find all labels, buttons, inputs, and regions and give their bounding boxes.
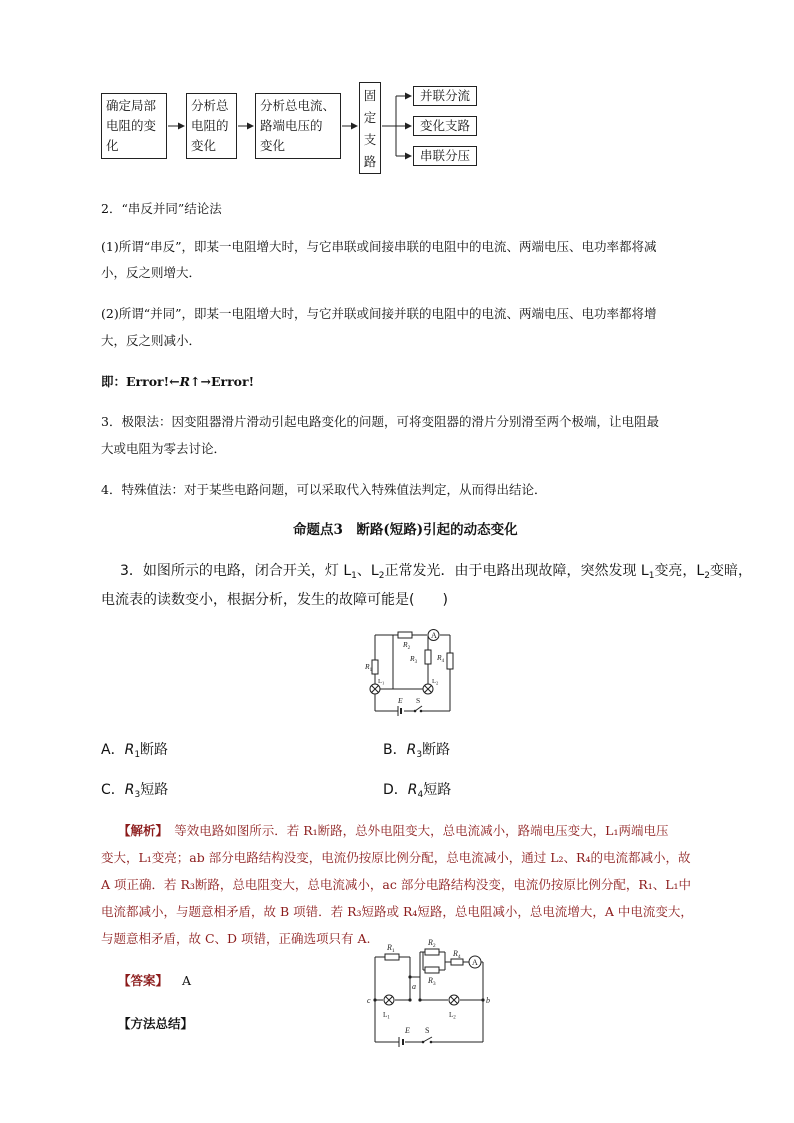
- battery-icon: [398, 706, 401, 716]
- flow-box-text: 定: [363, 110, 377, 125]
- question-text: 变亮，L: [654, 563, 705, 579]
- svg-text:L2: [432, 678, 438, 686]
- formula-error-1: Error!: [126, 374, 170, 389]
- label-l: L: [383, 1011, 388, 1019]
- label-n: 1: [381, 680, 385, 686]
- label-r: R: [428, 938, 433, 947]
- option-text: 断路: [140, 742, 169, 758]
- question-text: 、L: [356, 563, 379, 579]
- formula-arrow-right: ↑→: [190, 374, 211, 389]
- svg-text:L1: [383, 1011, 390, 1021]
- method4: 4．特殊值法：对于某些电路问题，可以采取代入特殊值法判定，从而得出结论．: [101, 482, 547, 497]
- resistor-r1: [369, 660, 378, 674]
- resistor-r4: [447, 653, 453, 669]
- label-n: 3: [414, 660, 418, 665]
- option-sub: 1: [134, 750, 141, 760]
- label-r: R: [428, 976, 433, 985]
- label-c: c: [367, 996, 371, 1005]
- label-n: 4: [457, 954, 461, 960]
- option-var: R: [406, 742, 417, 758]
- label-e: E: [398, 696, 403, 705]
- svg-text:R4: [452, 949, 461, 960]
- analysis-line2: 变大，L₁变亮；ab 部分电路结构没变，电流仍按原比例分配，总电流减小，通过 L₂、R₄的电流都减小，故: [101, 850, 691, 865]
- label-l: L: [432, 678, 436, 685]
- lamp-l2-icon: [449, 995, 459, 1005]
- ammeter-label: A: [431, 631, 437, 640]
- label-l: L: [449, 1011, 454, 1019]
- option-var: R: [407, 782, 418, 798]
- svg-text:R1: [386, 943, 395, 954]
- flow-box-text: 变化: [260, 138, 286, 153]
- ammeter-label: A: [472, 958, 478, 967]
- question-subscript: 2: [704, 571, 710, 581]
- label-s: S: [416, 696, 421, 705]
- label-n: 2: [432, 943, 436, 949]
- label-e: E: [405, 1026, 410, 1035]
- option-b[interactable]: [383, 741, 450, 764]
- label-b: b: [486, 996, 490, 1005]
- question-text: 变暗，: [709, 563, 752, 579]
- label-l: L: [378, 678, 382, 685]
- formula-error-2: Error!: [210, 374, 255, 389]
- option-text: 短路: [423, 782, 452, 798]
- analysis-line5: 与题意相矛盾，故 C、D 项错，正确选项只有 A.: [101, 931, 371, 946]
- svg-text:L2: [449, 1011, 456, 1021]
- lamp-l1-icon: [384, 995, 394, 1005]
- battery-icon: [399, 1037, 403, 1047]
- method3-b: 大或电阻为零去讨论．: [101, 441, 227, 456]
- resistor-r2: [398, 632, 412, 638]
- analysis-line4: 电流都减小，与题意相矛盾，故 B 项错．若 R₃短路或 R₄短路，总电阻减小，总电流增大，A 中电流变大，: [101, 904, 693, 919]
- option-var: R: [124, 782, 135, 798]
- node-a: [408, 975, 411, 978]
- node-junction: [408, 998, 411, 1001]
- method-summary-heading: 【方法总结】: [118, 1016, 194, 1031]
- svg-text:R3: [409, 654, 418, 665]
- flow-box-text: 路: [363, 154, 377, 169]
- lamp-l2-icon: [423, 684, 433, 694]
- option-label: B．: [383, 742, 407, 758]
- label-n: 1: [391, 948, 395, 954]
- resistor-r3: [425, 650, 431, 664]
- lamp-l1-icon: [370, 684, 380, 694]
- switch-icon: [414, 706, 423, 712]
- flow-box-text: 分析总电流、: [260, 98, 336, 113]
- option-sub: 3: [416, 750, 423, 760]
- question-subscript: 1: [351, 571, 357, 581]
- label-a: a: [412, 982, 416, 991]
- label-r: R: [437, 653, 442, 662]
- flow-box-text: 化: [106, 138, 119, 153]
- flow-box-text: 确定局部: [106, 98, 157, 113]
- answer-tag: 【答案】: [118, 973, 169, 988]
- method2-heading: 2．“串反并同”结论法: [101, 201, 222, 216]
- flow-box-text: 支: [363, 132, 377, 147]
- option-text: 断路: [422, 742, 451, 758]
- option-d[interactable]: [383, 781, 451, 804]
- option-sub: 3: [134, 790, 141, 800]
- answer: [118, 972, 191, 990]
- flow-box-text: 电阻的: [191, 118, 229, 133]
- option-a[interactable]: [101, 741, 168, 764]
- question-line1: [120, 562, 752, 585]
- svg-text:R4: [436, 653, 445, 664]
- label-n: 2: [453, 1015, 456, 1021]
- method2-p2b: 大，反之则减小．: [101, 333, 202, 348]
- method2-p1a: (1)所谓“串反”，即某一电阻增大时，与它串联或间接串联的电阻中的电流、两端电压、电功率都将减: [101, 239, 657, 254]
- question-line2: 电流表的读数变小，根据分析，发生的故障可能是( ): [101, 592, 448, 608]
- svg-text:L1: [378, 678, 384, 686]
- method2-p2a: (2)所谓“并同”，即某一电阻增大时，与它并联或间接并联的电阻中的电流、两端电压、电功率都将增: [101, 306, 657, 321]
- option-sub: 4: [417, 790, 424, 800]
- svg-text:R2: [402, 640, 411, 651]
- label-s: S: [425, 1026, 430, 1035]
- label-n: 2: [435, 680, 439, 686]
- question-text: 正常发光．由于电路出现故障，突然发现 L: [384, 563, 649, 579]
- formula-variable: R: [179, 374, 190, 389]
- flow-box-text: 变化: [191, 138, 217, 153]
- label-r: R: [365, 662, 370, 671]
- flow-box-text: 电阻的变: [106, 118, 157, 133]
- flow-box-text: 固: [363, 88, 377, 103]
- question-subscript: 1: [648, 571, 655, 581]
- method2-p1b: 小，反之则增大．: [101, 265, 202, 280]
- label-n: 2: [407, 646, 411, 651]
- method2-formula: [101, 373, 254, 391]
- label-n: 3: [432, 981, 436, 987]
- resistor-r3: [425, 967, 439, 973]
- analysis-tag: 【解析】: [118, 823, 162, 838]
- option-var: R: [124, 742, 135, 758]
- resistor-r2: [425, 949, 439, 955]
- svg-text:R2: [427, 938, 436, 949]
- answer-value: A: [182, 973, 192, 988]
- flow-box-text: 分析总: [191, 98, 229, 113]
- label-n: 1: [387, 1015, 390, 1021]
- option-c[interactable]: [101, 781, 168, 804]
- label-n: 4: [441, 659, 445, 664]
- option-text: 短路: [140, 782, 169, 798]
- switch-icon: [422, 1037, 433, 1043]
- flow-arrows: [0, 0, 794, 200]
- svg-text:R1: [364, 662, 373, 673]
- analysis-line3: A 项正确．若 R₃断路，总电阻变大，总电流减小，ac 部分电路结构没变，电流仍按原比例分配，R₁、L₁中: [101, 877, 692, 892]
- question-text: 3．如图所示的电路，闭合开关，灯 L: [120, 563, 352, 579]
- node-junction: [418, 998, 421, 1001]
- option-label: A．: [101, 742, 125, 758]
- circuit-diagram-1: [360, 625, 470, 720]
- flow-box-text: 路端电压的: [260, 118, 323, 133]
- node-c: [373, 998, 376, 1001]
- flow-output-variable: 变化支路: [413, 116, 477, 136]
- section-title: 命题点3 断路(短路)引起的动态变化: [293, 522, 518, 538]
- resistor-r1: [385, 954, 399, 960]
- flow-output-parallel: 并联分流: [413, 86, 477, 106]
- circuit-diagram-2: [365, 932, 500, 1050]
- node-b: [481, 998, 484, 1001]
- analysis-text: 等效电路如图所示．若 R₁断路，总外电阻变大，总电流减小，路端电压变大，L₁两端电压: [161, 823, 669, 838]
- option-label: D．: [383, 782, 408, 798]
- formula-prefix: 即：: [101, 374, 127, 389]
- label-r: R: [453, 949, 458, 958]
- flow-output-series: 串联分压: [413, 146, 477, 166]
- option-label: C．: [101, 782, 125, 798]
- question-subscript: 2: [378, 571, 385, 581]
- method3-a: 3．极限法：因变阻器滑片滑动引起电路变化的问题，可将变阻器的滑片分别滑至两个极端，让电阻最: [101, 414, 659, 429]
- label-r: R: [403, 640, 408, 649]
- analysis-line1: [118, 822, 668, 840]
- label-r: R: [410, 654, 415, 663]
- svg-text:R3: [427, 976, 436, 987]
- formula-arrow-left: ←: [169, 374, 180, 389]
- label-n: 1: [369, 668, 373, 673]
- label-r: R: [387, 943, 392, 952]
